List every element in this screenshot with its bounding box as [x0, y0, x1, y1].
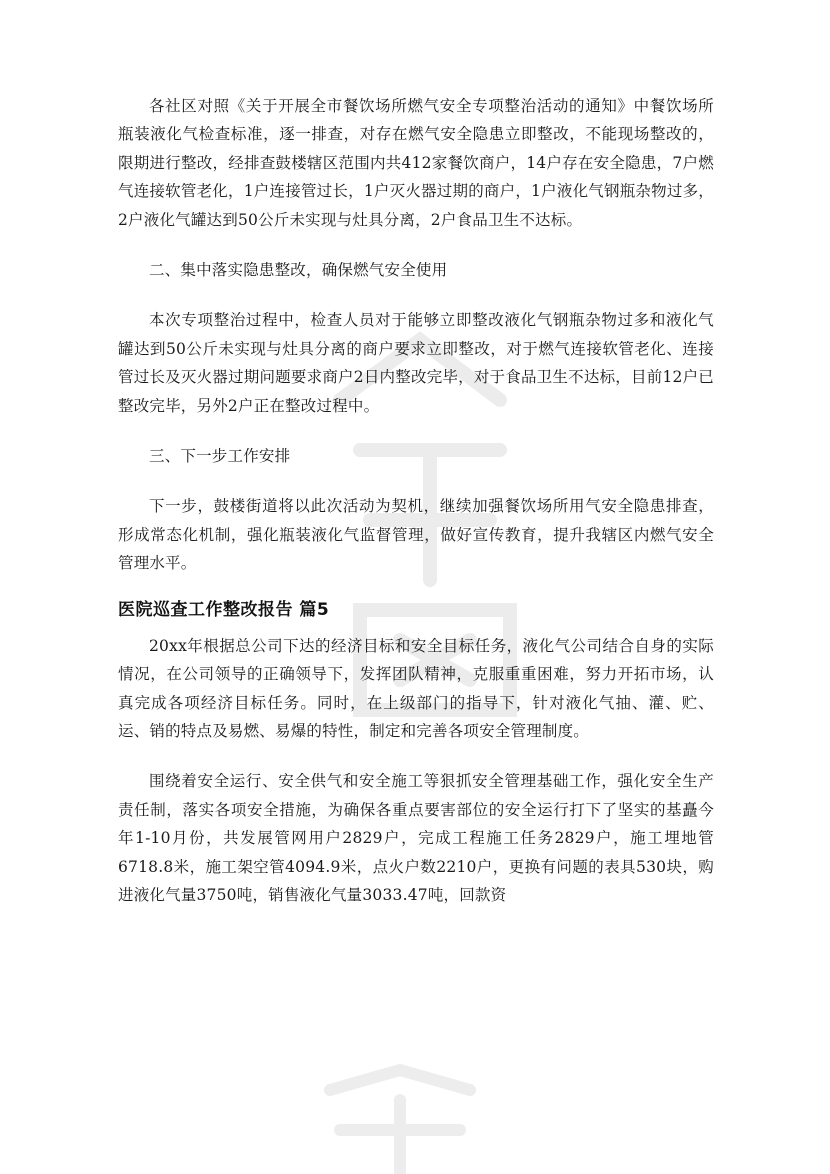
section-heading-next-steps: 三、下一步工作安排	[149, 447, 291, 466]
paragraph-annual-targets: 20xx年根据总公司下达的经济目标和安全目标任务，液化气公司结合自身的实际情况，在公司领导的正确领导下，发挥团队精神，克服重重困难，努力开拓市场，认真完成各项经济目标任务。同时，在上级部门的指导下，针对液化气抽、灌、贮、运、销的特点及易燃、易爆的特性，制定和完善各项安全管理制度。	[118, 636, 714, 740]
section-heading-rectification: 二、集中落实隐患整改，确保燃气安全使用	[149, 261, 448, 280]
document-body	[118, 92, 714, 909]
watermark-bottom-icon	[300, 1060, 500, 1174]
article-heading: 医院巡查工作整改报告 篇5	[118, 599, 330, 620]
paragraph-next-steps: 下一步，鼓楼街道将以此次活动为契机，继续加强餐饮场所用气安全隐患排查，形成常态化机制，强化瓶装液化气监督管理，做好宣传教育，提升我辖区内燃气安全管理水平。	[118, 497, 714, 573]
paragraph-rectification: 本次专项整治过程中，检查人员对于能够立即整改液化气钢瓶杂物过多和液化气罐达到50公斤未实现与灶具分离的商户要求立即整改，对于燃气连接软管老化、连接管过长及灭火器过期问题要求商户2日内整改完毕，对于食品卫生不达标，目前12户已整改完毕，另外2户正在整改过程中。	[118, 311, 714, 415]
paragraph-inspection-results: 各社区对照《关于开展全市餐饮场所燃气安全专项整治活动的通知》中餐饮场所瓶装液化气检查标准，逐一排查，对存在燃气安全隐患立即整改，不能现场整改的，限期进行整改，经排查鼓楼辖区范围内共412家餐饮商户，14户存在安全隐患，7户燃气连接软管老化，1户连接管过长，1户灭火器过期的商户，1户液化气钢瓶杂物过多，2户液化气罐达到50公斤未实现与灶具分离，2户食品卫生不达标。	[118, 97, 714, 229]
paragraph-safety-management: 围绕着安全运行、安全供气和安全施工等狠抓安全管理基础工作，强化安全生产责任制，落实各项安全措施，为确保各重点要害部位的安全运行打下了坚实的基矗今年1-10月份，共发展管网用户2829户，完成工程施工任务2829户，施工埋地管6718.8米，施工架空管4094.9米，点火户数2210户，更换有问题的表具530块，购进液化气量3750吨，销售液化气量3033.47吨，回款资	[118, 772, 714, 904]
